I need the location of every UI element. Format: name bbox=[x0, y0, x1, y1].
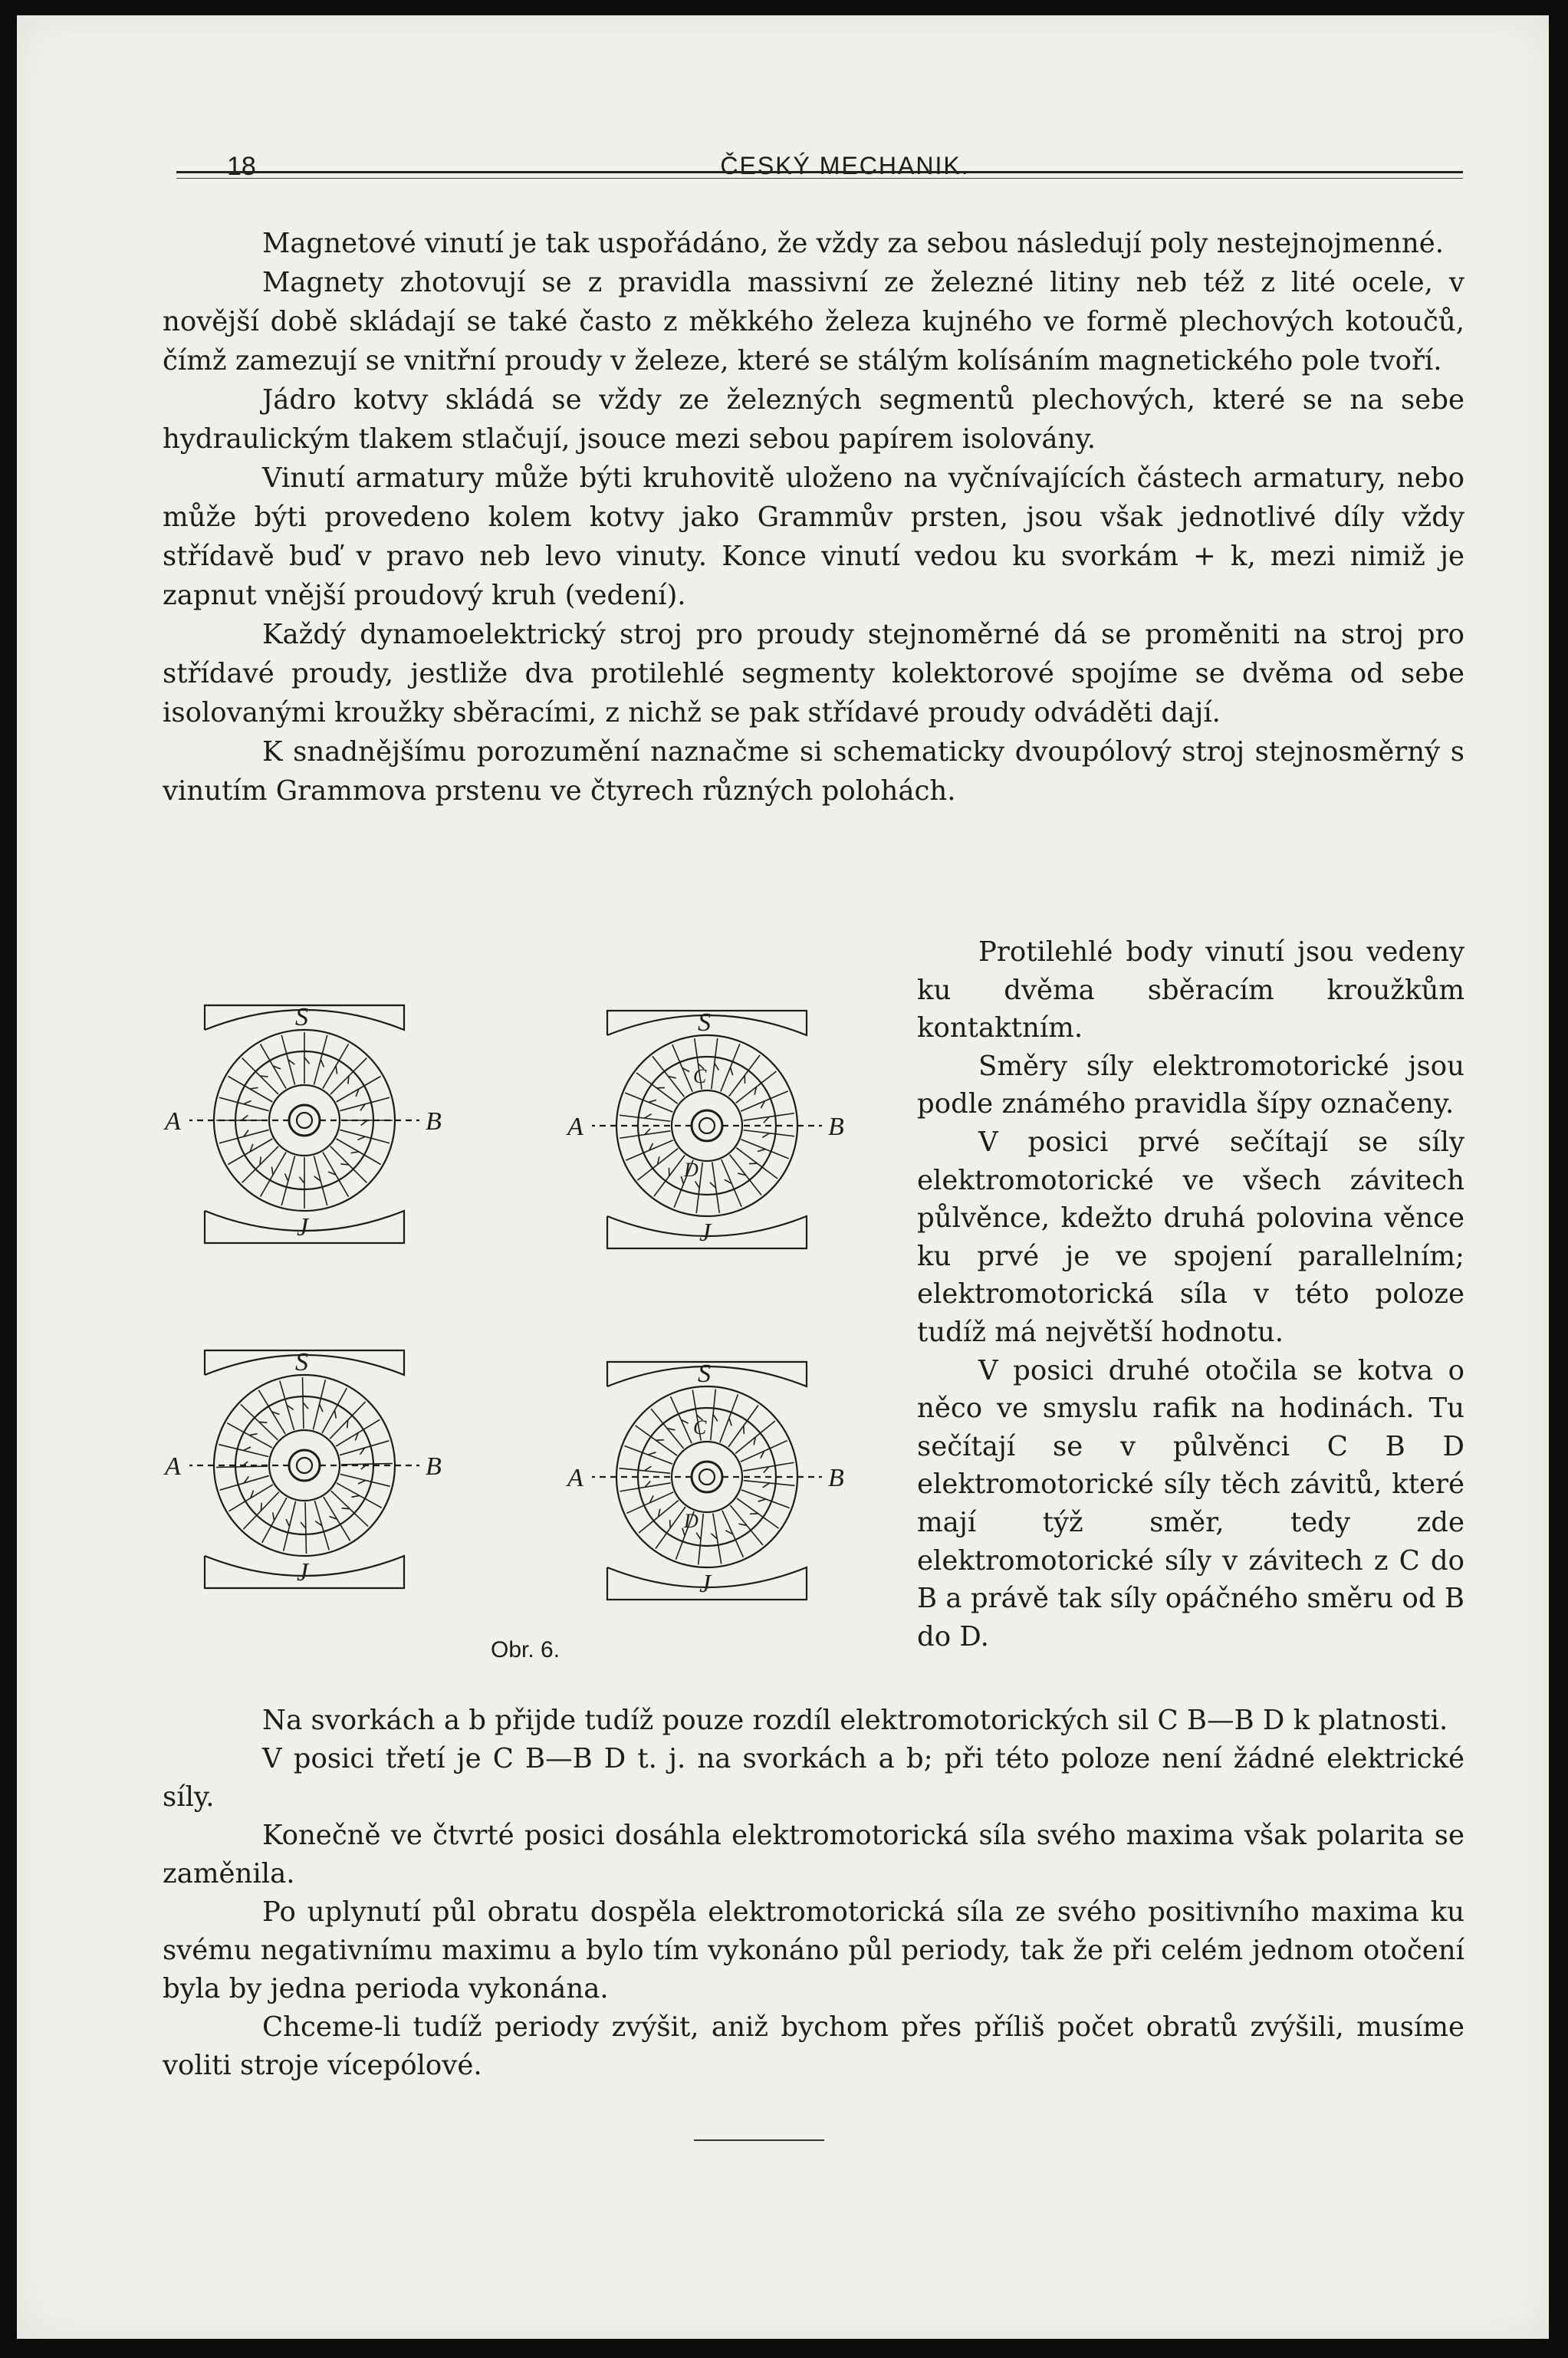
paragraph: Magnetové vinutí je tak uspořádáno, že vždy za sebou následují poly nestejnojmenné. bbox=[262, 228, 1445, 259]
paragraph: Konečně ve čtvrté posici dosáhla elektromotorická síla svého maxima však polarita se zaměnila. bbox=[163, 1820, 1464, 1889]
armature-inner-ring bbox=[672, 1442, 742, 1512]
commutator-ring bbox=[692, 1462, 722, 1492]
label-terminal-b: B bbox=[426, 1107, 442, 1136]
label-terminal-b: B bbox=[426, 1452, 442, 1481]
emf-arrow bbox=[648, 1452, 656, 1455]
commutator-ring bbox=[289, 1105, 320, 1136]
commutator-ring bbox=[289, 1450, 320, 1481]
armature-inner-ring bbox=[269, 1085, 340, 1156]
emf-arrow bbox=[695, 1181, 700, 1188]
emf-arrow bbox=[762, 1133, 769, 1138]
armature-inner-ring bbox=[269, 1430, 340, 1501]
emf-arrow bbox=[319, 1404, 322, 1412]
emf-arrow bbox=[249, 1434, 257, 1436]
emf-arrow bbox=[351, 1495, 359, 1497]
label-south-pole: J bbox=[699, 1570, 712, 1598]
label-point-d: D bbox=[684, 1159, 699, 1181]
emf-arrow bbox=[758, 1499, 766, 1501]
emf-arrow bbox=[357, 1136, 365, 1140]
emf-arrow bbox=[744, 1426, 745, 1434]
emf-arrow bbox=[336, 1066, 337, 1074]
emf-arrow bbox=[303, 1403, 308, 1409]
label-point-c: C bbox=[693, 1416, 707, 1439]
armature-diagram bbox=[163, 1003, 442, 1243]
header-rule bbox=[176, 171, 1463, 173]
emf-arrow bbox=[273, 1512, 274, 1520]
paragraph: Chceme-li tudíž periody zvýšit, aniž bychom přes příliš počet obratů zvýšili, musíme voliti stroje vícepólové. bbox=[163, 2011, 1464, 2081]
label-terminal-b: B bbox=[828, 1464, 844, 1492]
paragraph: Protilehlé body vinutí jsou vedeny ku dvěma sběracím kroužkům kontaktním. bbox=[917, 936, 1464, 1044]
emf-arrow bbox=[645, 1114, 652, 1119]
label-south-pole: J bbox=[297, 1558, 309, 1587]
figure-caption: Obr. 6. bbox=[491, 1637, 560, 1662]
emf-arrow bbox=[758, 1149, 765, 1152]
paragraph: V posici prvé sečítají se síly elektromotorické ve všech závitech půlvěnce, kdežto druhá polovina věnce ku prvé je ve spojení parallelním; elektromotorická síla v této poloze tudíž má největší hodnotu. bbox=[917, 1126, 1464, 1348]
side-text bbox=[917, 933, 1464, 1656]
label-south-pole: J bbox=[699, 1218, 712, 1247]
emf-arrow bbox=[285, 1173, 288, 1181]
emf-arrow bbox=[681, 1176, 683, 1184]
paragraph: Směry síly elektromotorické jsou podle známého pravidla šípy označeny. bbox=[917, 1050, 1464, 1120]
shaft bbox=[297, 1458, 312, 1473]
commutator-ring bbox=[692, 1110, 722, 1141]
paragraph: Magnety zhotovují se z pravidla massivní ze železné litiny neb též z lité ocele, v novější době skládají se také často z měkkého železa kujného ve formě plechových kotoučů, čímž zamezují se vnitřní proudy v železe, které se stálým kolísáním magnetického pole tvoří. bbox=[163, 267, 1464, 377]
label-point-c: C bbox=[693, 1065, 707, 1087]
label-terminal-b: B bbox=[828, 1113, 844, 1141]
emf-arrow bbox=[351, 1152, 360, 1153]
body-text bbox=[163, 224, 1464, 811]
emf-arrow bbox=[244, 1101, 251, 1104]
label-north-pole: S bbox=[698, 1008, 711, 1037]
shaft bbox=[699, 1118, 715, 1133]
shaft bbox=[297, 1113, 312, 1128]
label-terminal-a: A bbox=[567, 1464, 583, 1492]
paragraph: V posici druhé otočila se kotva o něco ve smyslu rafik na hodinách. Tu sečítají se v půlvěnci C B D elektromotorické síly těch závitů, které mají týž směr, tedy zde elektromotorické síly v závitech z C do B a právě tak síly opáčného směru od B do D. bbox=[917, 1354, 1464, 1653]
label-north-pole: S bbox=[698, 1360, 711, 1388]
emf-arrow bbox=[271, 1167, 273, 1176]
emf-arrow bbox=[649, 1100, 656, 1102]
emf-arrow bbox=[250, 1087, 258, 1089]
label-north-pole: S bbox=[295, 1348, 308, 1376]
armature-diagram bbox=[566, 1008, 844, 1248]
paragraph: Na svorkách a b přijde tudíž pouze rozdíl elektromotorických sil C B—B D k platnosti. bbox=[262, 1705, 1448, 1736]
emf-arrow bbox=[715, 1064, 719, 1070]
emf-arrow bbox=[243, 1447, 251, 1450]
emf-arrow bbox=[670, 1520, 671, 1528]
paragraph: Každý dynamoelektrický stroj pro proudy stejnoměrné dá se proměniti na stroj pro střídavé proudy, jestliže dva protilehlé segmenty kolektorové spojíme se dvěma od sebe isolovanými kroužky sběracími, z nichž se pak střídavé proudy odváděti dají. bbox=[163, 619, 1464, 728]
journal-title: ČESKÝ MECHANIK. bbox=[720, 152, 970, 179]
label-terminal-a: A bbox=[165, 1107, 181, 1136]
armature-inner-ring bbox=[672, 1090, 742, 1161]
paragraph: Jádro kotvy skládá se vždy ze železných segmentů plechových, které se na sebe hydraulickým tlakem stlačují, jsouce mezi sebou papírem isolovány. bbox=[163, 384, 1464, 455]
emf-arrow bbox=[713, 1414, 718, 1421]
page-number: 18 bbox=[227, 152, 256, 181]
armature-diagram bbox=[566, 1360, 844, 1600]
header-rule-thin bbox=[176, 178, 1463, 179]
emf-arrow bbox=[763, 1483, 770, 1488]
emf-arrow bbox=[729, 1418, 731, 1426]
body-text-continued bbox=[163, 1702, 1464, 2085]
emf-arrow bbox=[696, 1533, 701, 1540]
paragraph: V posici třetí je C B—B D t. j. na svorkách a b; při této poloze není žádné elektrické síly. bbox=[163, 1743, 1464, 1813]
paragraph: Po uplynutí půl obratu dospěla elektromotorická síla ze svého positivního maxima ku svému negativnímu maximu a bylo tím vykonáno půl periody, tak že při celém jednom otočení byla by jedna perioda vykonána. bbox=[163, 1896, 1464, 2004]
label-terminal-a: A bbox=[567, 1113, 583, 1141]
emf-arrow bbox=[334, 1410, 336, 1418]
label-north-pole: S bbox=[295, 1003, 308, 1031]
armature-diagram bbox=[163, 1348, 442, 1588]
end-rule bbox=[694, 2139, 824, 2141]
emf-arrow bbox=[342, 1508, 350, 1509]
emf-arrow bbox=[644, 1466, 651, 1471]
figure-dynamo-schematic bbox=[163, 948, 899, 1699]
emf-arrow bbox=[321, 1060, 324, 1067]
label-south-pole: J bbox=[297, 1213, 309, 1241]
emf-arrow bbox=[299, 1177, 304, 1183]
emf-arrow bbox=[358, 1480, 366, 1483]
paragraph: K snadnějšímu porozumění naznačme si schematicky dvoupólový stroj stejnosměrný s vinutím Grammova prstenu ve čtyrech různých polohách. bbox=[163, 736, 1464, 807]
running-header bbox=[209, 152, 1481, 198]
paragraph: Vinutí armatury může býti kruhovitě uloženo na vyčnívajících částech armatury, nebo může býti provedeno kolem kotvy jako Grammův prsten, jsou však jednotlivé díly vždy střídavě buď v pravo neb levo vinuty. Konce vinutí vedou ku svorkám + k, mezi nimiž je zapnut vnější proudový kruh (vedení). bbox=[163, 462, 1464, 611]
emf-arrow bbox=[286, 1519, 289, 1527]
label-point-d: D bbox=[684, 1510, 699, 1532]
emf-arrow bbox=[656, 1440, 664, 1441]
emf-arrow bbox=[347, 1420, 348, 1429]
shaft bbox=[699, 1469, 715, 1485]
emf-arrow bbox=[301, 1522, 306, 1528]
emf-arrow bbox=[731, 1067, 733, 1075]
emf-arrow bbox=[304, 1057, 310, 1064]
label-terminal-a: A bbox=[165, 1452, 181, 1481]
